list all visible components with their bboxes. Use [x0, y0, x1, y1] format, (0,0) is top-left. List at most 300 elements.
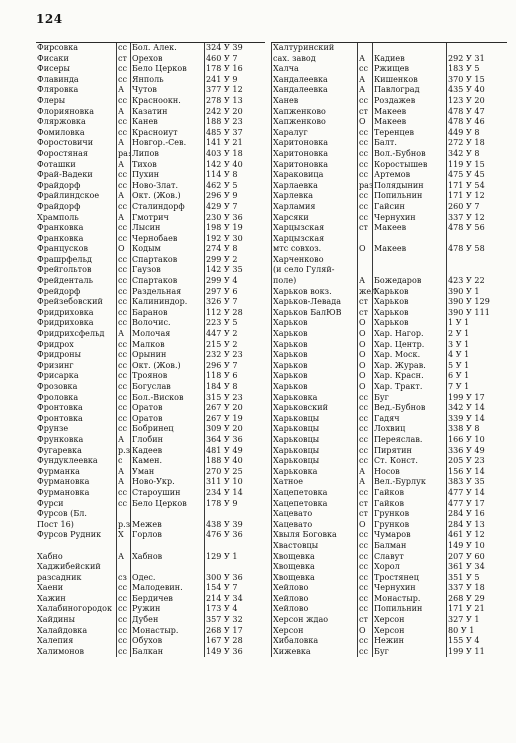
entry-ref: 342 У 8 [446, 149, 507, 160]
table-row [36, 318, 265, 329]
entry-ref: 390 У 111 [446, 308, 507, 319]
table-row [271, 456, 507, 467]
entry-name: Хвощевка [271, 573, 357, 584]
entry-type: сс [357, 128, 372, 139]
table-row [271, 117, 507, 128]
entry-district: Хар. Тракт. [372, 382, 446, 393]
entry-name: Франковка [37, 233, 84, 243]
entry-type: сс [116, 403, 130, 414]
entry-ref: 171 У 54 [446, 181, 507, 192]
entry-district: Буг [372, 393, 446, 404]
table-row [36, 85, 265, 96]
entry-ref: 309 У 20 [204, 424, 265, 435]
entry-ref: 324 У 39 [204, 43, 265, 54]
entry-district: Камен. [130, 456, 204, 467]
entry-ref: 429 У 7 [204, 202, 265, 213]
entry-type: сс [116, 75, 130, 86]
entry-district: Новгор.-Сев. [130, 138, 204, 149]
entry-ref: 234 У 14 [204, 488, 265, 499]
entry-type: сс [116, 297, 130, 308]
entry-name: Харьков вокз. [271, 287, 357, 298]
table-row [36, 75, 265, 86]
entry-name: Фрашрфельд [37, 254, 92, 264]
table-row [36, 128, 265, 139]
table-row [36, 213, 265, 224]
entry-ref: 205 У 23 [446, 456, 507, 467]
entry-name: Хатное [271, 477, 357, 488]
table-row [36, 265, 265, 276]
table-row [271, 54, 507, 65]
entry-ref: 199 У 11 [446, 647, 507, 658]
entry-district: Горлов [130, 530, 204, 541]
entry-type: сс [357, 594, 372, 605]
entry-district: Хабнов [130, 552, 204, 563]
entry-district: Павлоград [372, 85, 446, 96]
entry-type: О [357, 318, 372, 329]
entry-district: Красноиут [130, 128, 204, 139]
entry-name: Харитоновка [271, 149, 357, 160]
entry-district: Харьков [372, 287, 446, 298]
entry-ref: 214 У 34 [204, 594, 265, 605]
entry-type: сс [357, 573, 372, 584]
entry-ref: 339 У 14 [446, 414, 507, 425]
entry-type: ст [357, 308, 372, 319]
table-row [271, 213, 507, 224]
entry-name: Фляржовка [37, 117, 86, 127]
entry-name: Халтуринский [271, 43, 357, 54]
table-row [271, 615, 507, 626]
table-row [36, 424, 265, 435]
entry-type: сс [357, 583, 372, 594]
table-row [271, 424, 507, 435]
entry-type: сс [116, 202, 130, 213]
entry-type: А [116, 138, 130, 149]
entry-type [116, 562, 130, 573]
entry-type: сс [116, 382, 130, 393]
entry-ref: 178 У 16 [204, 64, 265, 75]
entry-district: Глобин [130, 435, 204, 446]
entry-type: О [357, 520, 372, 531]
table-row [271, 244, 507, 255]
entry-district: Роздажев [372, 96, 446, 107]
entry-district: Тихов [130, 160, 204, 171]
entry-ref: 296 У 9 [204, 191, 265, 202]
entry-name: Фоташки [37, 159, 76, 169]
entry-type: жел [359, 286, 377, 296]
table-row [36, 594, 265, 605]
entry-ref: 364 У 36 [204, 435, 265, 446]
entry-name: Фурсов Рудник [37, 530, 102, 540]
entry-type [116, 509, 130, 520]
entry-type: О [357, 117, 372, 128]
entry-district: Ржищев [372, 64, 446, 75]
entry-district: Дубен [130, 615, 204, 626]
table-row [36, 287, 265, 298]
entry-name: Форостовичи [37, 138, 94, 148]
entry-name: Храмполь [37, 212, 79, 222]
entry-name: Хвастовцы [271, 541, 357, 552]
entry-ref: 230 У 36 [204, 213, 265, 224]
entry-type: сс [116, 117, 130, 128]
table-row [36, 181, 265, 192]
entry-type: сс [357, 435, 372, 446]
entry-name: Фурманка [37, 466, 80, 476]
entry-district: Макеев [372, 244, 446, 255]
entry-type: сс [116, 308, 130, 319]
table-row [36, 467, 265, 478]
entry-ref: 300 У 36 [204, 573, 265, 584]
entry-type: А [116, 435, 130, 446]
entry-district: Балкан [130, 647, 204, 658]
entry-district: Херсон [372, 615, 446, 626]
entry-district: Ново-Укр. [130, 477, 204, 488]
entry-district: Гадяч [372, 414, 446, 425]
entry-ref: 268 У 17 [204, 626, 265, 637]
entry-ref [446, 43, 507, 54]
entry-type: сс [116, 615, 130, 626]
entry-ref: 292 У 31 [446, 54, 507, 65]
entry-ref: 351 У 5 [446, 573, 507, 584]
entry-ref [204, 562, 265, 573]
entry-name: Фридриховка [37, 307, 94, 317]
table-row [36, 562, 265, 573]
left-column [36, 42, 265, 657]
entry-ref: 156 У 14 [446, 467, 507, 478]
entry-district: Тростянец [372, 573, 446, 584]
entry-ref: 7 У 1 [446, 382, 507, 393]
entry-district: Носов [372, 467, 446, 478]
table-row [36, 371, 265, 382]
entry-type: сс [116, 340, 130, 351]
entry-district: Янполь [130, 75, 204, 86]
table-row [271, 403, 507, 414]
entry-type: сс [116, 393, 130, 404]
entry-district: Артемов [372, 170, 446, 181]
entry-name: Фридриховка [37, 318, 94, 328]
entry-ref: 242 У 20 [204, 107, 265, 118]
entry-ref: 326 У 7 [204, 297, 265, 308]
entry-district: Теренцев [372, 128, 446, 139]
entry-type: А [116, 552, 130, 563]
entry-type: сс [357, 636, 372, 647]
entry-name: Фурсов (Бл. [37, 509, 87, 519]
entry-district [372, 255, 446, 266]
table-row [36, 403, 265, 414]
entry-district: Бобринец [130, 424, 204, 435]
entry-type: ст [357, 499, 372, 510]
entry-type: А [116, 107, 130, 118]
table-row [271, 287, 507, 298]
entry-district: Лысин [130, 223, 204, 234]
entry-type: О [357, 382, 372, 393]
entry-name: Фризинг [37, 360, 74, 370]
entry-name: Харсяки [271, 213, 357, 224]
entry-ref: 485 У 37 [204, 128, 265, 139]
entry-name: Фрунзе [37, 424, 69, 434]
entry-type: сс [116, 181, 130, 192]
page-number: 124 [36, 12, 63, 26]
entry-ref: 199 У 17 [446, 393, 507, 404]
entry-district: Чутов [130, 85, 204, 96]
entry-name: Фрозовка [37, 382, 78, 391]
table-row [36, 340, 265, 351]
entry-name: Хейлово [271, 594, 357, 605]
entry-name: Форостяная [37, 148, 88, 158]
entry-type: А [357, 467, 372, 478]
entry-name: Фурси [37, 498, 64, 508]
table-row [36, 244, 265, 255]
entry-type: сс [357, 562, 372, 573]
table-row [36, 499, 265, 510]
entry-district: Чернухин [372, 213, 446, 224]
entry-district: Бело Церков [130, 64, 204, 75]
entry-type: сс [116, 43, 130, 54]
table-row [36, 329, 265, 340]
entry-ref: 167 У 28 [204, 636, 265, 647]
entry-ref: 403 У 18 [204, 149, 265, 160]
entry-ref: 478 У 56 [446, 223, 507, 234]
table-row [36, 647, 265, 658]
entry-type: сс [116, 626, 130, 637]
entry-type: сс [357, 213, 372, 224]
entry-name: Харченково [271, 255, 357, 266]
entry-district: Лохвиц [372, 424, 446, 435]
entry-district: Малков [130, 340, 204, 351]
entry-type: сс [116, 318, 130, 329]
entry-district: Волочис. [130, 318, 204, 329]
entry-name: (и село Гуляй- [271, 265, 357, 276]
entry-ref: 477 У 14 [446, 488, 507, 499]
entry-type: сс [116, 276, 130, 287]
entry-district: Макеев [372, 117, 446, 128]
entry-district: Гайков [372, 499, 446, 510]
entry-district [130, 509, 204, 520]
entry-ref [204, 509, 265, 520]
table-row [271, 234, 507, 245]
entry-type: сс [116, 234, 130, 245]
entry-district: Вол.-Бубнов [372, 149, 446, 160]
entry-ref: 478 У 46 [446, 117, 507, 128]
entry-name: Харьков [271, 318, 357, 329]
table-row [271, 191, 507, 202]
table-row [271, 297, 507, 308]
entry-ref: 118 У 6 [204, 371, 265, 382]
entry-name: Хвощевка [271, 552, 357, 563]
entry-ref: 268 У 29 [446, 594, 507, 605]
entry-name: Харцызская [271, 234, 357, 245]
table-row [271, 488, 507, 499]
entry-type: А [116, 477, 130, 488]
entry-district: Грунков [372, 509, 446, 520]
entry-ref: 390 У 1 [446, 287, 507, 298]
entry-district: Одес. [130, 573, 204, 584]
entry-ref: 284 У 16 [446, 509, 507, 520]
entry-type: сс [357, 530, 372, 541]
entry-type [357, 255, 372, 266]
entry-name: Фисеры [37, 64, 70, 74]
entry-name: Фляровка [37, 85, 79, 95]
entry-name: Хапженково [271, 117, 357, 128]
table-row [36, 477, 265, 488]
entry-district: Вед.-Бубнов [372, 403, 446, 414]
entry-district: Пирятин [372, 446, 446, 457]
entry-name: Фроловка [37, 392, 79, 402]
entry-name: Харьков-Левада [271, 297, 357, 308]
entry-name: Фирсовка [37, 43, 79, 52]
entry-type: сс [116, 64, 130, 75]
table-row [36, 308, 265, 319]
entry-district: Попильнин [372, 604, 446, 615]
entry-name: Фрайдорф [37, 180, 81, 190]
table-row [271, 541, 507, 552]
entry-ref: 477 У 17 [446, 499, 507, 510]
entry-ref: 5 У 1 [446, 361, 507, 372]
entry-type: А [116, 213, 130, 224]
entry-ref: 267 У 20 [204, 403, 265, 414]
entry-district: Грунков [372, 520, 446, 531]
entry-ref: 166 У 10 [446, 435, 507, 446]
entry-district: Кадеев [130, 446, 204, 457]
entry-ref: 171 У 12 [446, 191, 507, 202]
entry-ref: 141 У 21 [204, 138, 265, 149]
entry-type: А [357, 85, 372, 96]
entry-ref: 183 У 5 [446, 64, 507, 75]
entry-name: Харьков [271, 361, 357, 372]
entry-name: Харьковцы [271, 456, 357, 467]
entry-ref: 188 У 40 [204, 456, 265, 467]
table-row [271, 96, 507, 107]
entry-ref: 188 У 23 [204, 117, 265, 128]
entry-district: Хорол [372, 562, 446, 573]
entry-ref: 361 У 34 [446, 562, 507, 573]
table-row [271, 318, 507, 329]
entry-ref: 336 У 49 [446, 446, 507, 457]
entry-district: Орынин [130, 350, 204, 361]
entry-ref: 337 У 18 [446, 583, 507, 594]
table-row [36, 191, 265, 202]
entry-district: Ружин [130, 604, 204, 615]
table-row [271, 626, 507, 637]
entry-name: Харьков БалЮВ [271, 308, 357, 319]
table-row [36, 117, 265, 128]
table-row [271, 160, 507, 171]
table-row [271, 64, 507, 75]
table-row [36, 573, 265, 584]
entry-ref: 192 У 30 [204, 234, 265, 245]
entry-type: О [357, 244, 372, 255]
entry-ref: 475 У 45 [446, 170, 507, 181]
entry-district: Ново-Злат. [130, 181, 204, 192]
entry-type: сс [357, 541, 372, 552]
entry-name: Францусков [37, 244, 89, 254]
entry-ref: 383 У 35 [446, 477, 507, 488]
entry-ref: 481 У 49 [204, 446, 265, 457]
entry-type: сс [116, 583, 130, 594]
table-row [36, 43, 265, 54]
entry-ref: 114 У 8 [204, 170, 265, 181]
entry-name: Фридроны [37, 350, 82, 360]
entry-ref: 241 У 9 [204, 75, 265, 86]
entry-ref: 149 У 10 [446, 541, 507, 552]
entry-type: сс [357, 160, 372, 171]
entry-district: Межев [130, 520, 204, 531]
entry-type: сс [357, 414, 372, 425]
entry-district: Полядынин [372, 181, 446, 192]
entry-name: Хацевато [271, 520, 357, 531]
entry-name: Халча [271, 64, 357, 75]
table-row [271, 636, 507, 647]
entry-name: разсадник [37, 572, 82, 582]
entry-type: О [116, 244, 130, 255]
entry-name: сах. завод [271, 54, 357, 65]
entry-name: Харьковцы [271, 414, 357, 425]
entry-ref: 370 У 15 [446, 75, 507, 86]
entry-name: Фомиловка [37, 127, 85, 137]
entry-type: сс [116, 424, 130, 435]
entry-ref: 171 У 21 [446, 604, 507, 615]
table-row [271, 43, 507, 54]
entry-district: Казатин [130, 107, 204, 118]
entry-name: Хайдины [37, 615, 76, 625]
table-row [271, 499, 507, 510]
entry-type: ст [116, 54, 130, 65]
entry-district: Херсон [372, 626, 446, 637]
entry-type: сс [357, 647, 372, 658]
entry-district: Коростышев [372, 160, 446, 171]
entry-name: Хандалеевка [271, 75, 357, 86]
table-row [36, 604, 265, 615]
entry-ref: 476 У 36 [204, 530, 265, 541]
entry-type: р.з [118, 445, 131, 455]
entry-district: Обухов [130, 636, 204, 647]
entry-district: Чернухин [372, 583, 446, 594]
table-row [271, 128, 507, 139]
entry-name: Фрейзебовский [37, 297, 103, 307]
entry-district: Канев [130, 117, 204, 128]
entry-type: раз [359, 180, 374, 190]
table-row [36, 54, 265, 65]
entry-ref: 223 У 5 [204, 318, 265, 329]
table-row [271, 265, 507, 276]
entry-ref: 478 У 47 [446, 107, 507, 118]
table-row [36, 530, 265, 541]
entry-ref: 123 У 20 [446, 96, 507, 107]
entry-ref: 155 У 4 [446, 636, 507, 647]
entry-type: ра: [118, 148, 131, 158]
entry-type: А [357, 54, 372, 65]
entry-name: Фрай-Вадеки [37, 170, 93, 180]
entry-name: Харьковка [271, 393, 357, 404]
entry-type: сс [116, 361, 130, 372]
entry-name: Ханев [271, 96, 357, 107]
entry-name: Хандалеевка [271, 85, 357, 96]
table-row [271, 276, 507, 287]
table-row [36, 234, 265, 245]
entry-name: Халайдовка [37, 625, 88, 635]
entry-ref: 449 У 8 [446, 128, 507, 139]
entry-type: А [116, 329, 130, 340]
entry-district: Монастыр. [130, 626, 204, 637]
entry-name: Фрейдорф [37, 286, 81, 296]
table-row [36, 138, 265, 149]
entry-type [116, 541, 130, 552]
entry-name: Флеры [37, 95, 66, 105]
entry-ref: 435 У 40 [446, 85, 507, 96]
entry-district [130, 562, 204, 573]
entry-name: Хаджибейский [37, 562, 101, 572]
entry-ref: 462 У 5 [204, 181, 265, 192]
entry-district: Харьков [372, 297, 446, 308]
